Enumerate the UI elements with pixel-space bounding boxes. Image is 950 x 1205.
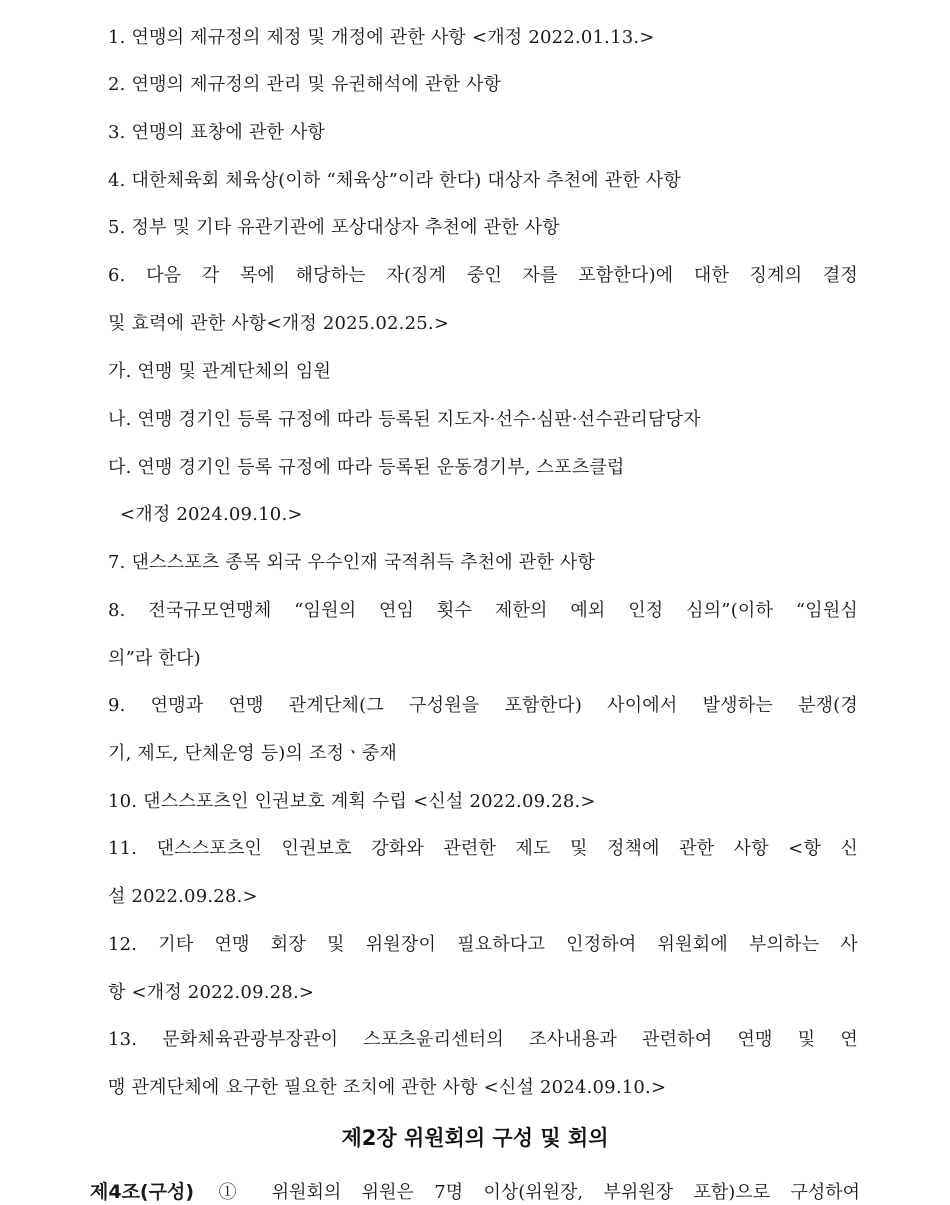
item-8: 8. 전국규모연맹체 “임원의 연임 횟수 제한의 예외 인정 심의”(이하 “임원심 xyxy=(108,600,858,621)
item-10: 10. 댄스스포츠인 인권보호 계획 수립 <신설 2022.09.28.> xyxy=(108,791,596,812)
sub-item-na: 나. 연맹 경기인 등록 규정에 따라 등록된 지도자·선수·심판·선수관리담당자 xyxy=(108,409,701,430)
item-4: 4. 대한체육회 체육상(이하 “체육상”이라 한다) 대상자 추천에 관한 사항 xyxy=(108,170,682,191)
item-12-continued: 항 <개정 2022.09.28.> xyxy=(108,982,315,1003)
item-1: 1. 연맹의 제규정의 제정 및 개정에 관한 사항 <개정 2022.01.13.> xyxy=(108,27,655,48)
item-7: 7. 댄스스포츠 종목 외국 우수인재 국적취득 추천에 관한 사항 xyxy=(108,552,596,573)
chapter-heading: 제2장 위원회의 구성 및 회의 xyxy=(341,1126,609,1150)
item-13: 13. 문화체육관광부장관이 스포츠윤리센터의 조사내용과 관련하여 연맹 및 연 xyxy=(108,1029,858,1050)
item-8-continued: 의”라 한다) xyxy=(108,648,201,669)
article-title: 제4조(구성) xyxy=(90,1181,195,1203)
item-11: 11. 댄스스포츠인 인권보호 강화와 관련한 제도 및 정책에 관한 사항 <항 신 xyxy=(108,838,858,859)
item-9-continued: 기, 제도, 단체운영 등)의 조정ㆍ중재 xyxy=(108,743,397,764)
item-5: 5. 정부 및 기타 유관기관에 포상대상자 추천에 관한 사항 xyxy=(108,217,560,238)
item-9: 9. 연맹과 연맹 관계단체(그 구성원을 포함한다) 사이에서 발생하는 분쟁(경 xyxy=(108,695,858,716)
item-12: 12. 기타 연맹 회장 및 위원장이 필요하다고 인정하여 위원회에 부의하는 사 xyxy=(108,934,858,955)
item-2: 2. 연맹의 제규정의 관리 및 유권해석에 관한 사항 xyxy=(108,74,502,95)
article-text: ① 위원회의 위원은 7명 이상(위원장, 부위원장 포함)으로 구성하여 xyxy=(204,1182,860,1203)
article-4 xyxy=(90,1180,860,1205)
item-6: 6. 다음 각 목에 해당하는 자(징계 중인 자를 포함한다)에 대한 징계의 결정 xyxy=(108,265,858,286)
item-3: 3. 연맹의 표창에 관한 사항 xyxy=(108,122,326,143)
sub-item-ga: 가. 연맹 및 관계단체의 임원 xyxy=(108,361,332,382)
item-13-continued: 맹 관계단체에 요구한 필요한 조치에 관한 사항 <신설 2024.09.10.> xyxy=(108,1077,667,1098)
sub-item-da-amendment: <개정 2024.09.10.> xyxy=(120,504,303,525)
sub-item-da: 다. 연맹 경기인 등록 규정에 따라 등록된 운동경기부, 스포츠클럽 xyxy=(108,457,625,478)
item-11-continued: 설 2022.09.28.> xyxy=(108,886,258,907)
item-6-continued: 및 효력에 관한 사항<개정 2025.02.25.> xyxy=(108,313,450,334)
